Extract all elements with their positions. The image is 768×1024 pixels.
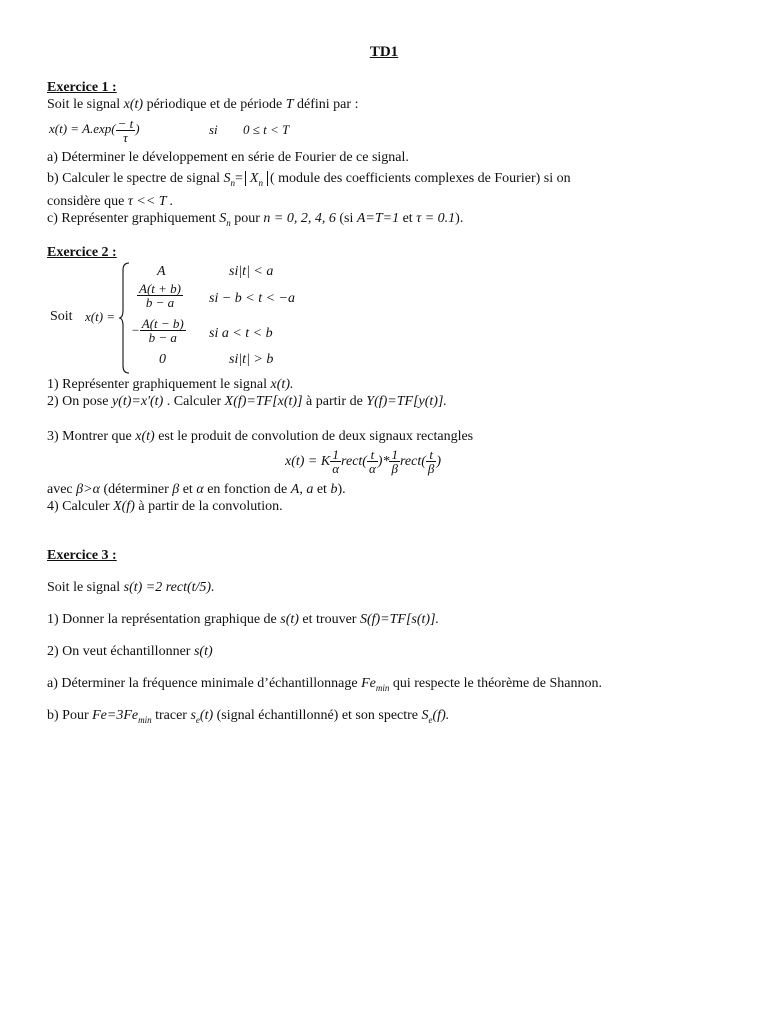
text-fragment: 4) Calculer xyxy=(47,499,114,514)
fraction-numerator: A(t − b) xyxy=(141,316,184,331)
formula-fraction xyxy=(116,117,136,144)
case-2-frac xyxy=(137,282,183,309)
conv-frac-t-beta xyxy=(426,448,436,475)
math-subscript: n xyxy=(258,177,263,188)
math-fragment: Y(f)=TF[y(t)]. xyxy=(366,394,447,409)
text-fragment: et xyxy=(399,211,417,226)
fraction-denominator: b − a xyxy=(145,295,175,310)
text-fragment: défini par : xyxy=(293,97,359,112)
math-fragment: X xyxy=(249,171,259,186)
exercise-2-question-2 xyxy=(47,393,447,410)
case-4-value: 0 xyxy=(159,352,166,367)
exercise-3-question-2 xyxy=(47,643,213,660)
text-fragment: . Calculer xyxy=(163,394,225,409)
math-fragment: S xyxy=(223,171,231,186)
text-fragment: Soit le signal xyxy=(47,97,124,112)
math-subscript: e xyxy=(428,714,433,725)
conv-frac-t-alpha xyxy=(367,448,378,475)
exercise-3-question-a xyxy=(47,675,602,697)
fraction-numerator: t xyxy=(426,448,436,462)
case-3-condition: si a < t < b xyxy=(209,326,273,341)
math-fragment: A=T=1 xyxy=(356,211,400,226)
text-fragment: 2) On veut échantillonner xyxy=(47,644,194,659)
exercise-1-intro xyxy=(47,96,358,113)
text-fragment: 3) Montrer que xyxy=(47,429,136,444)
formula-close: ) xyxy=(135,121,140,136)
conv-rect: rect( xyxy=(399,454,426,469)
conv-close-star: )* xyxy=(377,454,390,469)
convolution-formula xyxy=(285,443,441,481)
case-2-condition: si − b < t < −a xyxy=(209,291,296,306)
math-fragment: s xyxy=(190,708,196,723)
conv-close: ) xyxy=(436,454,442,469)
math-subscript: n xyxy=(230,177,235,188)
math-fragment: X(f)=TF[x(t)] xyxy=(224,394,303,409)
text-fragment: tracer xyxy=(151,708,191,723)
text-fragment: est le produit de convolution de deux signaux rectangles xyxy=(154,429,474,444)
math-fragment: s(t) xyxy=(193,644,213,659)
text-fragment: pour xyxy=(230,211,264,226)
case-1-value: A xyxy=(157,264,166,279)
fraction-numerator: − t xyxy=(117,115,134,131)
fraction-denominator: b − a xyxy=(148,330,177,345)
text-fragment: (si xyxy=(335,211,357,226)
case-3-fraction xyxy=(131,317,186,344)
text-fragment: en fonction de xyxy=(203,482,291,497)
text-fragment: ). xyxy=(337,482,346,497)
conv-lhs: x(t) = K xyxy=(285,454,331,469)
math-fragment: α xyxy=(196,482,204,497)
exercise-1-question-c xyxy=(47,210,463,232)
text-fragment: et xyxy=(313,482,331,497)
case-3-frac xyxy=(140,317,186,344)
case-3-sign: − xyxy=(131,322,140,338)
math-subscript: min xyxy=(138,714,152,725)
exercise-3-question-b xyxy=(47,707,449,729)
math-fragment: Fe xyxy=(361,676,376,691)
case-1-condition: si|t| < a xyxy=(229,264,274,279)
exercise-1-question-b-cont xyxy=(47,193,173,210)
fraction-denominator: α xyxy=(332,461,340,477)
math-fragment: S(f)=TF[s(t)]. xyxy=(359,612,440,627)
exercise-2-heading: Exercice 2 : xyxy=(47,245,117,260)
piecewise-lhs: x(t) = xyxy=(85,309,116,324)
formula-lhs: x(t) = A.exp( xyxy=(49,121,116,136)
conv-frac-1-alpha xyxy=(330,448,341,475)
exercise-3-question-1 xyxy=(47,611,439,628)
modulus-Xn xyxy=(245,171,268,186)
text-fragment: et trouver xyxy=(298,612,360,627)
text-fragment: = xyxy=(234,171,243,186)
text-fragment: (déterminer xyxy=(99,482,173,497)
exercise-2-avec-line xyxy=(47,481,346,498)
text-fragment: b) Calculer le spectre de signal xyxy=(47,171,224,186)
math-fragment: τ << T . xyxy=(127,194,174,209)
math-fragment: Fe=3Fe xyxy=(92,708,139,723)
text-fragment: Soit le signal xyxy=(47,580,124,595)
fraction-numerator: A(t + b) xyxy=(139,281,181,296)
math-fragment: β>α xyxy=(76,482,100,497)
fraction-numerator: 1 xyxy=(391,447,398,463)
text-fragment: 2) On pose xyxy=(47,394,112,409)
math-fragment: τ = 0.1 xyxy=(416,211,456,226)
math-fragment: T xyxy=(285,97,294,112)
soit-label: Soit xyxy=(50,309,73,324)
exercise-2-question-1 xyxy=(47,376,293,393)
conv-frac-1-beta xyxy=(389,448,400,475)
fraction-denominator: τ xyxy=(123,129,128,145)
text-fragment: (signal échantillonné) et son spectre xyxy=(213,708,422,723)
exercise-1-formula xyxy=(49,114,140,144)
text-fragment: à partir de la convolution. xyxy=(134,499,283,514)
text-fragment: périodique et de période xyxy=(143,97,286,112)
exercise-3-intro xyxy=(47,579,215,596)
math-subscript: e xyxy=(195,714,200,725)
fraction-denominator: β xyxy=(427,461,435,477)
math-fragment: x(t). xyxy=(270,377,294,392)
document-title: TD1 xyxy=(369,44,399,60)
fraction-denominator: β xyxy=(391,461,398,477)
text-fragment: b) Pour xyxy=(47,708,93,723)
text-fragment: 1) Donner la représentation graphique de xyxy=(47,612,281,627)
case-2-fraction xyxy=(137,282,183,309)
text-fragment: ( module des coefficients complexes de Fourier) si on xyxy=(269,171,571,186)
math-fragment: b xyxy=(330,482,338,497)
exercise-1-question-b xyxy=(47,170,571,192)
math-subscript: min xyxy=(375,682,390,693)
text-fragment: avec xyxy=(47,482,77,497)
piecewise-brace-icon xyxy=(119,262,131,374)
math-fragment: (t) xyxy=(199,708,214,723)
math-fragment: x(t) xyxy=(135,429,155,444)
text-fragment: a) Déterminer la fréquence minimale d’échantillonnage xyxy=(47,676,362,691)
math-fragment: n = 0, 2, 4, 6 xyxy=(263,211,336,226)
math-fragment: s(t) =2 rect(t/5). xyxy=(123,580,215,595)
math-fragment: s(t) xyxy=(280,612,299,627)
text-fragment: et xyxy=(179,482,197,497)
math-fragment: y(t)=x'(t) xyxy=(111,394,164,409)
fraction-numerator: 1 xyxy=(330,448,341,462)
text-fragment: c) Représenter graphiquement xyxy=(47,211,220,226)
text-fragment: considère que xyxy=(47,194,128,209)
fraction-numerator: t xyxy=(367,448,378,462)
exercise-2-question-4 xyxy=(47,498,283,515)
text-fragment: 1) Représenter graphiquement le signal xyxy=(47,377,271,392)
math-fragment: β xyxy=(172,482,180,497)
math-fragment: x(t) xyxy=(123,97,144,112)
math-fragment: S xyxy=(421,708,429,723)
math-fragment: (f). xyxy=(432,708,450,723)
exercise-1-question-a: a) Déterminer le développement en série de Fourier de ce signal. xyxy=(47,150,409,165)
formula-si: si xyxy=(209,122,218,137)
text-fragment: qui respecte le théorème de Shannon. xyxy=(389,676,602,691)
conv-rect: rect( xyxy=(341,454,367,469)
text-fragment: ). xyxy=(455,211,464,226)
formula-condition: 0 ≤ t < T xyxy=(243,122,290,137)
math-fragment: A, a xyxy=(290,482,314,497)
exercise-1-heading: Exercice 1 : xyxy=(47,80,117,95)
math-subscript: n xyxy=(226,217,231,228)
fraction-denominator: α xyxy=(368,461,376,477)
text-fragment: à partir de xyxy=(302,394,367,409)
case-4-condition: si|t| > b xyxy=(229,352,274,367)
math-fragment: X(f) xyxy=(113,499,135,514)
math-fragment: S xyxy=(219,211,227,226)
exercise-3-heading: Exercice 3 : xyxy=(47,548,117,563)
